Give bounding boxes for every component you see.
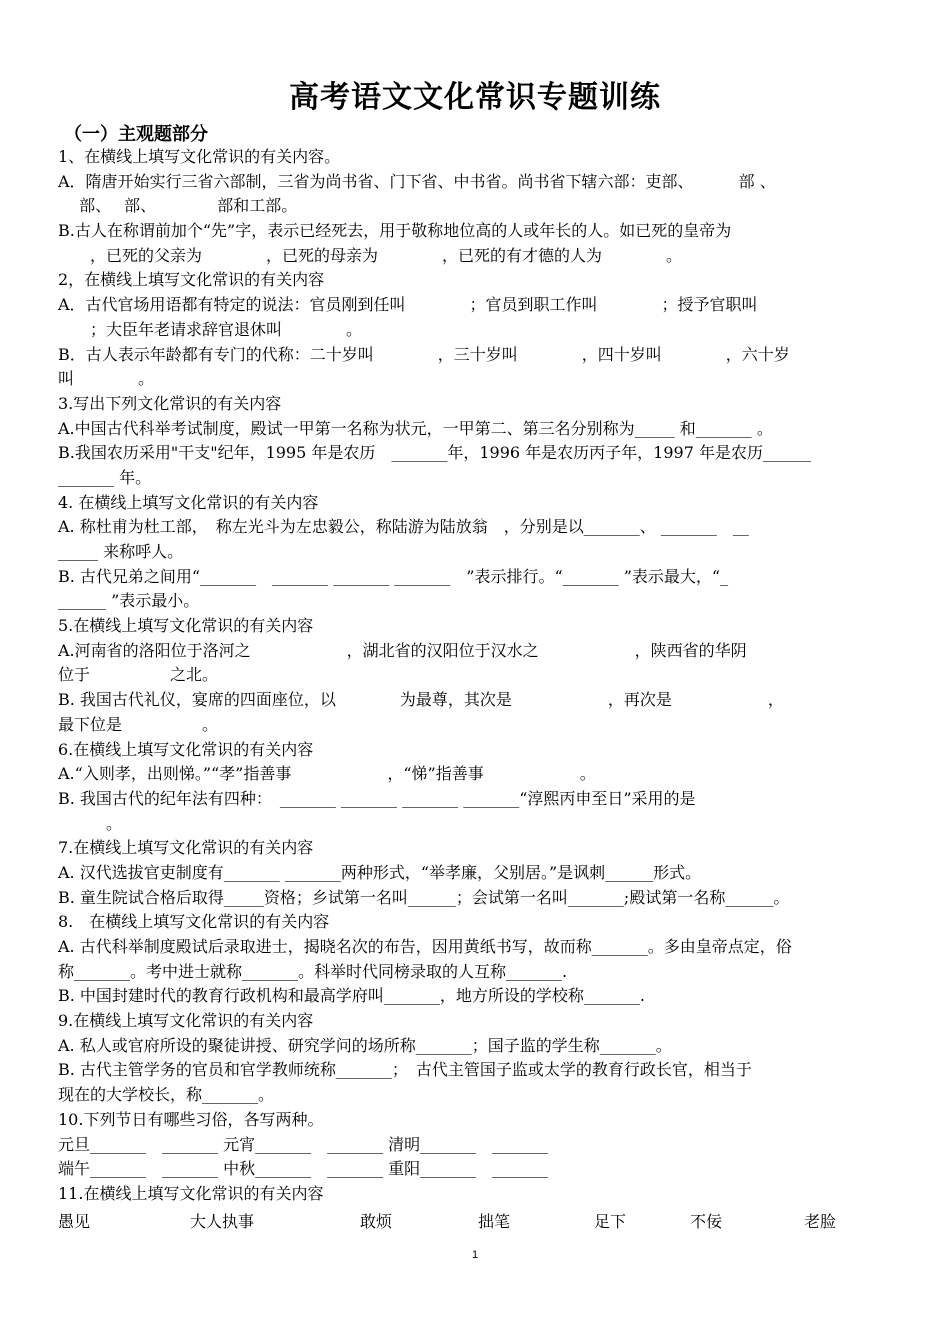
- term-item: 大人执事: [190, 1211, 255, 1231]
- text-line: 端午_______ _______ 中秋_______ _______ 重阳_______ _______: [58, 1159, 549, 1179]
- term-item: 老脸: [804, 1211, 837, 1231]
- text-line: A．古代官场用语都有特定的说法：官员刚到任叫 ；官员到职工作叫 ；授予官职叫: [58, 295, 758, 315]
- text-line: B. 童生院试合格后取得_____资格；乡试第一名叫______；会试第一名叫_______;殿试第一名称______。: [58, 887, 790, 907]
- text-line: B. 我国古代的纪年法有四种： _______ _______ _______ _______“淳熙丙申至日”采用的是: [58, 788, 696, 808]
- text-line: 4. 在横线上填写文化常识的有关内容: [58, 492, 319, 512]
- term-item: 拙笔: [478, 1211, 511, 1231]
- text-line: 11.在横线上填写文化常识的有关内容: [58, 1183, 324, 1203]
- page-number: 1: [471, 1249, 479, 1261]
- term-item: 愚见: [58, 1211, 91, 1231]
- text-line: B．古人表示年龄都有专门的代称：二十岁叫 ，三十岁叫 ，四十岁叫 ，六十岁: [58, 344, 790, 364]
- text-line: 8. 在横线上填写文化常识的有关内容: [58, 912, 330, 932]
- text-line: 元旦_______ _______ 元宵_______ _______ 清明_______ _______: [58, 1134, 549, 1154]
- text-line: 7.在横线上填写文化常识的有关内容: [58, 838, 314, 858]
- text-line: 位于 之北。: [58, 665, 219, 685]
- text-line: ______ ”表示最小。: [58, 591, 200, 611]
- term-row: [58, 1210, 898, 1235]
- text-line: 1、在横线上填写文化常识的有关内容。: [58, 147, 341, 166]
- text-line: 称_______。考中进士就称_______。科举时代同榜录取的人互称_______.: [58, 961, 568, 981]
- text-line: B.我国农历采用"干支"纪年，1995 年是农历 _______年，1996 年是农历丙子年，1997 年是农历______: [58, 443, 811, 463]
- section-heading: （一）主观题部分: [64, 124, 208, 145]
- text-line: 最下位是 。: [58, 714, 219, 734]
- text-line: A.“入则孝，出则悌。”“孝”指善事 ，“悌”指善事 。: [58, 764, 596, 784]
- text-line: 10.下列节日有哪些习俗，各写两种。: [58, 1109, 324, 1129]
- text-line: 。: [58, 813, 123, 833]
- document-title: 高考语文文化常识专题训练: [289, 80, 661, 115]
- term-item: 足下: [594, 1211, 627, 1231]
- text-line: _____ 来称呼人。: [58, 542, 184, 561]
- text-line: 9.在横线上填写文化常识的有关内容: [58, 1011, 314, 1031]
- text-line: A.河南省的洛阳位于洛河之 ，湖北省的汉阳位于汉水之 ，陕西省的华阴: [58, 640, 747, 660]
- text-line: 2，在横线上填写文化常识的有关内容: [58, 270, 325, 290]
- text-line: B. 古代主管学务的官员和官学教师统称_______； 古代主管国子监或太学的教育行政长官，相当于: [58, 1060, 752, 1080]
- text-line: A. 古代科举制度殿试后录取进士，揭晓名次的布告，因用黄纸书写，故而称_______。多由皇帝点定，俗: [58, 937, 792, 956]
- text-line: ，已死的父亲为 ，已死的母亲为 ，已死的有才德的人为 。: [58, 245, 683, 265]
- term-item: 不佞: [690, 1211, 723, 1231]
- question-body: [58, 145, 898, 1234]
- text-line: 5.在横线上填写文化常识的有关内容: [58, 616, 314, 636]
- text-line: 6.在横线上填写文化常识的有关内容: [58, 739, 314, 759]
- text-line: A. 称杜甫为杜工部， 称左光斗为左忠毅公，称陆游为陆放翁 ，分别是以_______、 _______ __: [58, 517, 749, 537]
- term-item: 敢烦: [360, 1211, 393, 1231]
- text-line: 叫 。: [58, 369, 155, 389]
- text-line: A．隋唐开始实行三省六部制，三省为尚书省、门下省、中书省。尚书省下辖六部：吏部、 部 、: [58, 171, 776, 191]
- text-line: A.中国古代科举考试制度，殿试一甲第一名称为状元，一甲第二、第三名分别称为_____ 和_______ 。: [58, 418, 773, 438]
- text-line: 部、 部、 部和工部。: [58, 196, 298, 216]
- text-line: _______ 年。: [58, 467, 152, 487]
- text-line: 现在的大学校长，称_______。: [58, 1085, 275, 1105]
- text-line: A. 私人或官府所设的聚徒讲授、研究学问的场所称_______；国子监的学生称_______。: [58, 1035, 672, 1055]
- text-line: B. 我国古代礼仪，宴席的四面座位，以 为最尊，其次是 ，再次是 ，: [58, 690, 784, 710]
- text-line: A. 汉代选拔官吏制度有_______ _______两种形式，“举孝廉，父别居。”是讽刺______形式。: [58, 862, 702, 882]
- text-line: 3.写出下列文化常识的有关内容: [58, 393, 282, 413]
- text-line: B. 中国封建时代的教育行政机构和最高学府叫_______，地方所设的学校称_______.: [58, 986, 646, 1006]
- text-line: B. 古代兄弟之间用“_______ _______ _______ _______ ”表示排行。“_______ ”表示最大，“_: [58, 566, 729, 586]
- text-line: B.古人在称谓前加个“先”字，表示已经死去，用于敬称地位高的人或年长的人。如已死的皇帝为: [58, 221, 732, 241]
- text-line: ；大臣年老请求辞官退休叫 。: [58, 319, 363, 339]
